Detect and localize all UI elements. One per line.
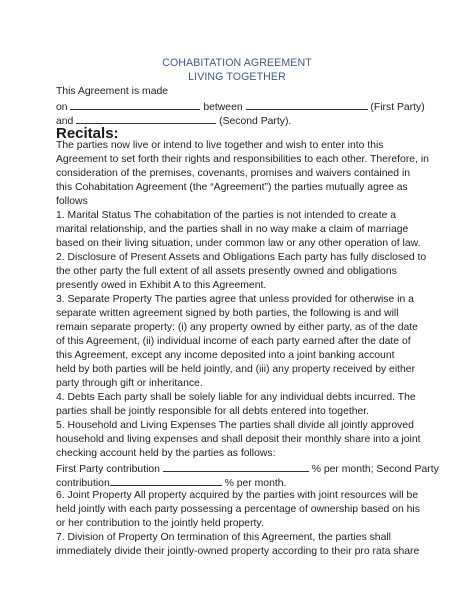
recital-text-line: the other party the full extent of all assets presently owned and obligations: [56, 266, 397, 277]
recital-text-line: 1. Marital Status The cohabitation of the parties is not intended to create a: [56, 210, 397, 221]
second-party-label: (Second Party).: [219, 116, 292, 127]
recital-text-line: 4. Debts Each party shall be solely liable for any individual debts incurred. The: [56, 392, 416, 403]
recital-text-line: held jointly with each party possessing a percentage of ownership based on his: [56, 504, 420, 515]
recital-text-line: The parties now live or intend to live together and wish to enter into this: [56, 140, 384, 151]
recital-text-line: held by both parties will be held jointly, and (iii) any property received by either: [56, 364, 416, 375]
recital-text-line: based on their living situation, under common law or any other operation of law.: [56, 238, 421, 249]
recital-text-line: or her contribution to the jointly held property.: [56, 518, 264, 529]
recital-text-line: 6. Joint Property All property acquired by the parties with joint resources will be: [56, 490, 419, 501]
recital-text-line: marital relationship, and the parties shall in no way make a claim of marriage: [56, 224, 409, 235]
recital-text-line: 7. Division of Property On termination of this Agreement, the parties shall: [56, 532, 391, 543]
second-party-blank-field[interactable]: [76, 113, 216, 124]
recital-text-line: consideration of the premises, covenants, promises and waivers contained in: [56, 168, 411, 179]
intro-made: This Agreement is made: [56, 86, 169, 97]
recital-text-line: 3. Separate Property The parties agree that unless provided for otherwise in a: [56, 294, 414, 305]
recital-text-line: Agreement to set forth their rights and responsibilities to each other. Therefore, in: [56, 154, 429, 165]
recital-text-line: this Cohabitation Agreement (the “Agreement”) the parties mutually agree as: [56, 182, 408, 193]
recital-text-line: follows: [56, 196, 88, 207]
recital-text-line: of this Agreement, (ii) individual income of each party earned after the date of: [56, 336, 411, 347]
contribution-end-text: % per month.: [224, 478, 287, 489]
recital-text-line: parties shall be jointly responsible for all debts entered into together.: [56, 406, 370, 417]
intro-and-label: and: [56, 116, 74, 127]
contribution-mid-text: % per month; Second Party: [311, 464, 439, 475]
document-subtitle: LIVING TOGETHER: [188, 71, 286, 83]
first-party-label: (First Party): [370, 102, 425, 113]
recital-text-line: 5. Household and Living Expenses The parties shall divide all jointly approved: [56, 420, 414, 431]
document-title: COHABITATION AGREEMENT: [162, 57, 312, 69]
first-party-contribution-blank[interactable]: [163, 461, 309, 472]
second-party-contribution-label: contribution: [56, 478, 110, 489]
recital-text-line: immediately divide their jointly-owned property according to their pro rata share: [56, 546, 420, 557]
intro-between-label: between: [203, 102, 243, 113]
recital-text-line: checking account held by the parties as follows:: [56, 448, 276, 459]
first-party-blank-field[interactable]: [246, 99, 368, 110]
date-blank-field[interactable]: [70, 99, 200, 110]
first-party-contribution-label: First Party contribution: [56, 464, 160, 475]
recital-text-line: separate written agreement signed by both parties, the following is and will: [56, 308, 399, 319]
recital-text-line: 2. Disclosure of Present Assets and Obligations Each party has fully disclosed to: [56, 252, 427, 263]
recital-text-line: remain separate property: (i) any property owned by either party, as of the date: [56, 322, 418, 333]
recital-text-line: presently owed in Exhibit A to this Agreement.: [56, 280, 267, 291]
intro-on-label: on: [56, 102, 68, 113]
recitals-heading: Recitals:: [56, 125, 119, 142]
recital-text-line: party through gift or inheritance.: [56, 378, 203, 389]
second-party-contribution-blank[interactable]: [110, 475, 222, 486]
recital-text-line: this Agreement, except any income deposited into a joint banking account: [56, 350, 395, 361]
recital-text-line: household and living expenses and shall deposit their monthly share into a joint: [56, 434, 421, 445]
